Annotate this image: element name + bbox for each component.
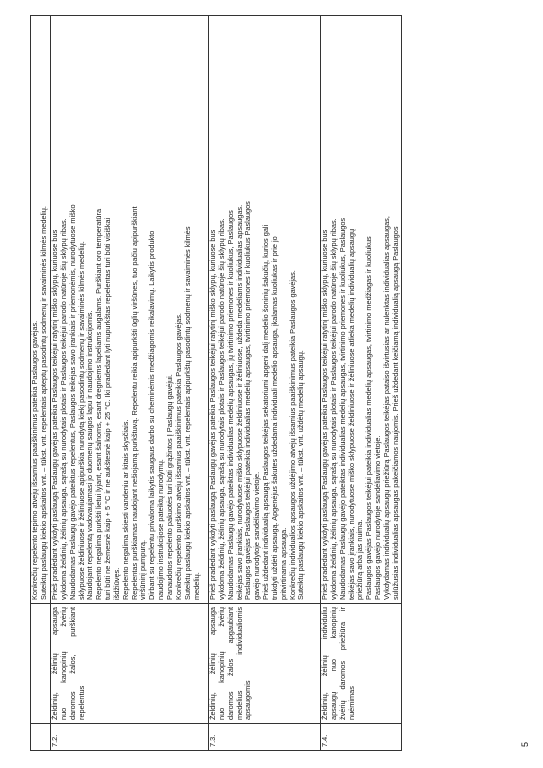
service-name-line: repelentus [76,685,86,720]
description-line: vykdoma želdinių, žėlinių apsauga, sąrašą su nurodytais plotais ir Paslaugos teikėjui parodo natūroje šių sklypų ribas. [58,218,68,600]
description-line: Suteiktų paslaugų kiekio apskaitos vnt. – tūkst. vnt. repelentais apipurkštų pasodintų sodmenų ir savaiminės kilmės [182,226,192,600]
description-line: Paslaugos gavėjas Paslaugos teikėjui pateikia individualias medelių apsaugas, tvirtinimo medžiagas ir kuoliukus [364,236,374,600]
table-row [51,16,209,751]
description-line: gavėjo nurodytoje sandėliavimo vietoje. [252,471,262,600]
service-description-cell [209,16,321,604]
service-description-cell [31,16,51,604]
description-line: Konkrečių repelento tepimo atvejų išsamius paaiškinimus pateikia Paslaugos gavėjas. [30,320,39,600]
service-name-line: Želdinių, žėlinių individuliu [320,607,329,720]
service-name-line: Želdinių, žėlinių apsauga [50,607,59,720]
row-number-cell [31,724,51,751]
description-line: išdžiūvęs. [111,567,121,600]
description-line: naudojimo instrukcijose pateiktų nurodymų. [156,459,166,600]
description-line: viršūninį pumpurą. [138,539,148,600]
description-line: Paslaugos gavėjo nurodytoje sandėliavimo vietoje. [373,435,383,600]
description-line: medelių. [191,572,201,600]
description-line: Panaudotos repelento pakuotės turi būti grąžintos Į Paslaugų gavėjui. [164,374,174,600]
service-name-line: nuėmimas [346,686,356,720]
description-line: Prieš uždedant individualią apsaugą Paslaugos teikėjas sekatoriumi apgeni dalį medelio šoninių šakučių, kurios gali [261,224,271,600]
description-line: trukdyti uždėti apsaugą. Apgenėjus šakutes uždedama individuali medelio apsauga, įkalamas kuoliukas ir prie jo [269,236,279,600]
description-line: Prieš pradėdant vykdyti paslaugą Paslaugų gavėjas pateikia Paslaugos teikėjui ratytinį miško sklypų, kuriuose bus [50,229,59,600]
service-name-cell [321,604,402,724]
service-requirements-table [30,15,402,751]
service-name-line: medelius individualiomis [234,607,244,720]
description-line: Vykdydamas individualių apsaugų priežiūrą Paslaugos teikėjas pataiso išvirtusias ar nulenktas individualias apsaugas, [381,216,391,600]
description-line: Suteiktų paslaugų kiekio apskaitos vnt. – tūkst. vnt. repelentais apteptų pasodintų sodmenų ir savaiminės kilmės medelių. [38,206,48,600]
description-line: Repelento negalima purkšti lietui lyjant, esant šalnoms, esant dregniems lapeliams augalams. Purškiant oro temperatūra [94,208,104,600]
rotated-page-content [30,16,523,751]
row-number-cell [51,724,209,751]
page-number: 5 [520,741,530,747]
service-name-line: apsaugų nuo kanopinių [328,607,338,720]
description-line: sklypuose želdiniuose ir žėliniuose apipurškia nurodytą kiekį pasodintų sodmenų ir savaiminės kilmės medelių. [76,241,86,600]
description-line: sulūžusias individualias apsaugas pakeičiamos naujomis. Prieš uždedant keičiamą individualią apsaugą Paslaugos [390,226,400,600]
service-name-line: Želdinių, žėlinių apsauga [208,607,217,720]
description-line: Prieš pradedant vykdyti paslaugą Paslaugų gavėjas pateikia Paslaugos teikėjui ratytinį miško sklypų, kuriuose bus [208,229,217,600]
row-number-cell [209,724,321,751]
service-description-cell [51,16,209,604]
table-row [31,16,51,751]
service-name-line: žvėrių daromos priežiūra ir [337,607,347,720]
row-number-cell [321,724,402,751]
row-number: 7.4. [320,734,329,747]
description-line: Paslaugos gavėjas Paslaugos teikėjui pateikia individualias medelių apsaugas, tvirtinimo priemones ir kuoliukus Paslaugos [243,201,253,600]
table-row [321,16,402,751]
description-line: Konkrečių repelento purškimo atvejų išsamius paaiškinimus pateikia Paslaugos gavėjas. [173,313,183,600]
service-name-line: daromos žalos, purškiant [67,607,77,720]
row-number: 7.3. [208,734,217,747]
table-body [31,16,402,751]
description-line: Suteiktų paslaugų kiekio apskaitos vnt. – tūkst. vnt. uždėtų medelių apsaugų. [296,350,306,600]
description-line: Repelentas purškiamas naudojant nešiojamą purkštuvą. Repelentu reikia apipurkšti ūglių viršūnes, tuo pačiu apipurškiant [129,206,139,600]
description-line: Dirbant su repelentu privaloma laikytis saugaus darbo su cheminėmis medžiagomis reikalavimų. Laikytis produkto [147,230,157,600]
service-description-cell [321,16,402,604]
description-line: pritvirtinama apsauga. [278,527,288,600]
description-line: priežiūrą arba jas nuima. [355,519,365,600]
service-name-cell [209,604,321,724]
service-name-line: nuo kanopinių žvėrių [58,607,68,720]
description-line: vykdoma želdinių, žėlinių apsauga, sąrašą su nurodytais plotais ir Paslaugos teikėjui parodo natūroje šių sklypų ribas. [216,218,226,600]
service-name-line: nuo kanopinių žvėrių [216,607,226,720]
description-line: vykdoma želdinių, žėlinių apsauga, sąrašą su nurodytais plotais ir Paslaugos teikėjui parodo natūroje šių sklypų ribas. [328,218,338,600]
description-line: teikėjas savo įrankiais, nurodytuose miško sklypuose želdiniuose ir žėliniuose, uždeda medeliams individualias apsaugas. [234,204,244,600]
description-line: turi būti ne žemesnė kaip + 5 °C ir ne aukštesnė kaip + 25 °C. Iki pradedant lyti nupurkštas repelentas turi būti visiškai [103,217,113,600]
description-line: Naudodamas Paslaugų gavėjo pateiktas individualias medelių apsaugas, tvirtinimo priemones ir kuoliukus, Paslaugos [337,217,347,600]
description-line: Naudodamas Paslaugų gavėjo pateiktus repelentus, Paslaugos teikėjas savo įrankiais ir priemonėmis, nurodytuose miško [67,204,77,600]
service-name-cell [51,604,209,724]
description-line: Konkrečių individualios apsaugos uždėjimo atvejų išsamius paaiškinimus pateikia Paslaugos gavėjas. [287,270,297,600]
description-line: Repelento negalima skiesti vandeniu ar kitais skysčiais. [120,419,130,600]
row-number: 7.2. [50,734,59,747]
description-line: teikėjas savo įrankiais, nurodytuose miško sklypuose želdiniuose ir žėliniuose atlieka medelių individualių apsaugų [346,228,356,600]
description-line: Naudojant repelentą vadovaujamasi jo duomenų saugos lapu ir naudojimo instrukcijomis. [85,310,95,600]
table-row [209,16,321,751]
description-line: Naudodamas Paslaugų gavėjo pateiktas individualias medelių apsaugas, jų tvirtinimo priemones ir kuoliukus, Paslaugos [225,210,235,600]
service-name-cell [31,604,51,724]
service-name-line: apsaugomis [243,680,253,720]
description-line: Prieš pradedant vykdyti paslaugą Paslaugų gavėjas pateikia Paslaugos teikėjui ratytinį miško sklypų, kuriuose bus [320,229,329,600]
service-name-line: daromos žalos apgaubiant [225,607,235,720]
